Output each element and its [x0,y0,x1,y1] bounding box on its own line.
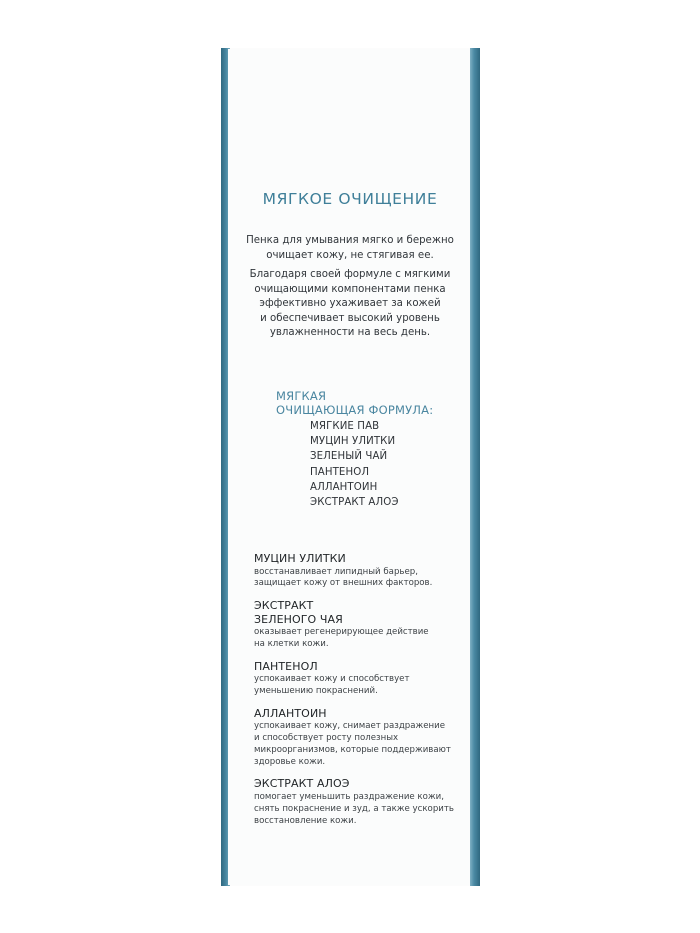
ingredient-name: МУЦИН УЛИТКИ [254,552,346,565]
ingredient-description [254,627,464,651]
intro-line: очищающими компонентами пенка [254,283,446,295]
ingredient-name: ПАНТЕНОЛ [254,659,318,673]
ingredient-panthenol [254,660,464,698]
formula-title-line: ОЧИЩАЮЩАЯ ФОРМУЛА: [276,402,434,417]
ingredient-green-tea-extract [254,599,464,651]
package-right-edge-stripe [470,48,480,886]
intro-paragraph-2 [236,268,464,341]
ingredient-snail-mucin [254,552,464,590]
ingredient-description [254,567,464,591]
ingredient-desc-line: на клетки кожи. [254,638,329,649]
ingredient-desc-line: восстановление кожи. [254,815,357,826]
ingredient-name: АЛЛАНТОИН [254,706,327,720]
ingredient-desc-line: здоровье кожи. [254,756,326,767]
formula-item: ПАНТЕНОЛ [310,466,370,478]
intro-line: Благодаря своей формуле с мягкими [249,269,451,280]
ingredient-desc-line: оказывает регенерирующее действие [254,627,429,638]
intro-line: Пенка для умывания мягко и бережно [246,235,454,246]
intro-line: увлажненности на весь день. [269,327,431,338]
ingredient-desc-line: защищает кожу от внешних факторов. [254,578,433,589]
intro-paragraph-1 [236,234,464,263]
intro-line: и обеспечивает высокий уровень [260,312,440,324]
ingredient-description [254,792,464,827]
ingredient-desc-line: восстанавливает липидный барьер, [254,566,418,577]
ingredient-name-line: ЗЕЛЕНОГО ЧАЯ [254,612,343,626]
ingredient-allantoin [254,707,464,769]
formula-item: ЗЕЛЕНЫЙ ЧАЙ [310,451,388,463]
ingredient-desc-line: успокаивает кожу, снимает раздражение [254,721,446,732]
ingredient-desc-line: уменьшению покраснений. [254,685,378,696]
formula-list [310,419,399,510]
ingredient-name: ЭКСТРАКТ АЛОЭ [254,777,350,791]
ingredient-name [254,599,464,626]
ingredient-aloe-extract [254,777,464,827]
ingredient-desc-line: снять покраснение и зуд, а также ускорить [254,803,454,814]
intro-line: очищает кожу, не стягивая ее. [266,249,434,261]
formula-item: ЭКСТРАКТ АЛОЭ [310,497,399,509]
ingredient-desc-line: микроорганизмов, которые поддерживают [254,744,451,755]
formula-item: АЛЛАНТОИН [310,481,378,493]
ingredient-desc-line: успокаивает кожу и способствует [254,674,410,685]
intro-line: эффективно ухаживает за кожей [259,298,441,309]
product-heading: МЯГКОЕ ОЧИЩЕНИЕ [262,190,438,208]
ingredient-descriptions [254,552,464,836]
formula-item: МЯГКИЕ ПАВ [310,421,380,432]
ingredient-description [254,721,464,768]
formula-title-line: МЯГКАЯ [276,389,327,403]
ingredient-desc-line: и способствует росту полезных [254,733,399,744]
ingredient-description [254,674,464,698]
formula-item: МУЦИН УЛИТКИ [310,436,396,448]
ingredient-name-line: ЭКСТРАКТ [254,599,314,613]
formula-title [276,390,433,417]
ingredient-desc-line: помогает уменьшить раздражение кожи, [254,791,444,802]
